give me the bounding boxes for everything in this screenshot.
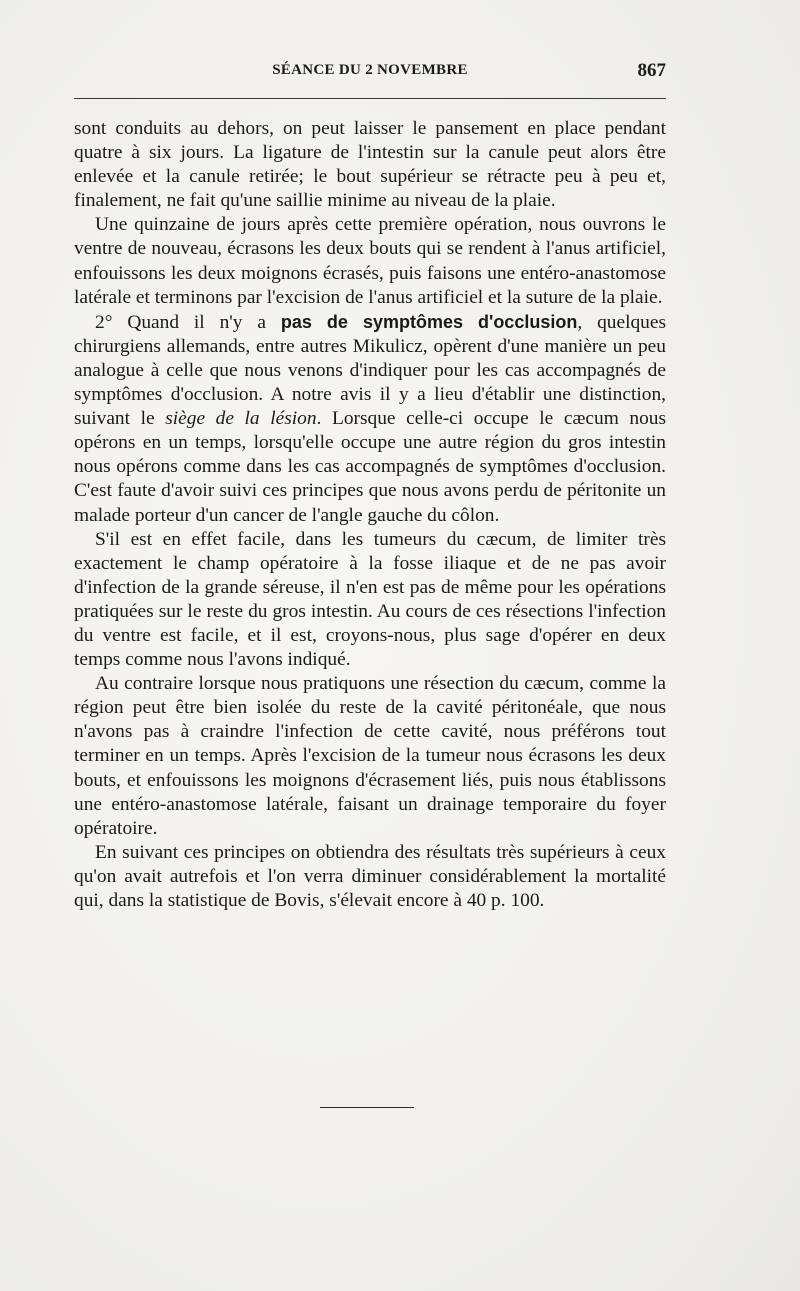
end-rule: [320, 1107, 414, 1108]
paragraph-6: En suivant ces principes on obtiendra des résultats très supérieurs à ceux qu'on avait autrefois et l'on verra diminuer considérablement la mortalité qui, dans la statistique de Bovis, s'élevait encore à 40 p. 100.: [74, 841, 666, 911]
paragraph-4: S'il est en effet facile, dans les tumeurs du cæcum, de limiter très exactement le champ opératoire à la fosse iliaque et de ne pas avoir d'infection de la grande séreuse, il n'en est pas de même pour les opérations pratiquées sur le reste du gros intestin. Au cours de ces résections l'infection du ventre est facile, et il est, croyons-nous, plus sage d'opérer en deux temps comme nous l'avons indiqué.: [74, 528, 666, 671]
paragraph-3-lead: 2° Quand il n'y a: [95, 311, 281, 333]
paragraph-3: [74, 310, 666, 528]
paragraph-2: Une quinzaine de jours après cette première opération, nous ouvrons le ventre de nouveau, écrasons les deux bouts qui se rendent à l'anus artificiel, enfouissons les deux moignons écrasés, puis faisons une entéro-anastomose latérale et terminons par l'excision de l'anus artificiel et la suture de la plaie.: [74, 214, 666, 308]
page-number: 867: [637, 60, 666, 81]
paragraph-5: Au contraire lorsque nous pratiquons une résection du cæcum, comme la région peut être bien isolée du reste de la cavité péritonéale, que nous n'avons pas à craindre l'infection de cette cavité, nous préférons tout terminer en un temps. Après l'excision de la tumeur nous écrasons les deux bouts, et enfouissons les moignons d'écrasement liés, puis nous établissons une entéro-anastomose latérale, faisant un drainage temporaire du foyer opératoire.: [74, 673, 666, 839]
page-header: [74, 60, 666, 86]
paragraph-1: sont conduits au dehors, on peut laisser le pansement en place pendant quatre à six jours. La ligature de l'intestin sur la canule peut alors être enlevée et la canule retirée; le bout supérieur se rétracte peu à peu et, finalement, ne fait qu'une saillie minime au niveau de la plaie.: [74, 118, 666, 212]
body-text: [74, 117, 666, 913]
paragraph-3-italic: siège de la lésion: [165, 408, 317, 430]
running-head: SÉANCE DU 2 NOVEMBRE: [272, 62, 468, 78]
header-rule: [74, 98, 666, 99]
paragraph-3-mid: , quelques chirurgiens allemands, entre autres Mikulicz, opèrent d'une manière un peu analogue à celle que nous venons d'indiquer pour les cas accompagnés de symptômes d'occlusion. A notre avis il y a lieu d'établir une distinction, suivant le: [74, 311, 667, 430]
paragraph-3-bold: pas de symptômes d'occlusion: [280, 311, 578, 332]
paragraph-3-tail: . Lorsque celle-ci occupe le cæcum nous opérons en un temps, lorsqu'elle occupe une autre région du gros intestin nous opérons comme dans les cas accompagnés de symptômes d'occlusion. C'est faute d'avoir suivi ces principes que nous avons perdu de péritonite un malade porteur d'un cancer de l'angle gauche du côlon.: [74, 408, 667, 526]
